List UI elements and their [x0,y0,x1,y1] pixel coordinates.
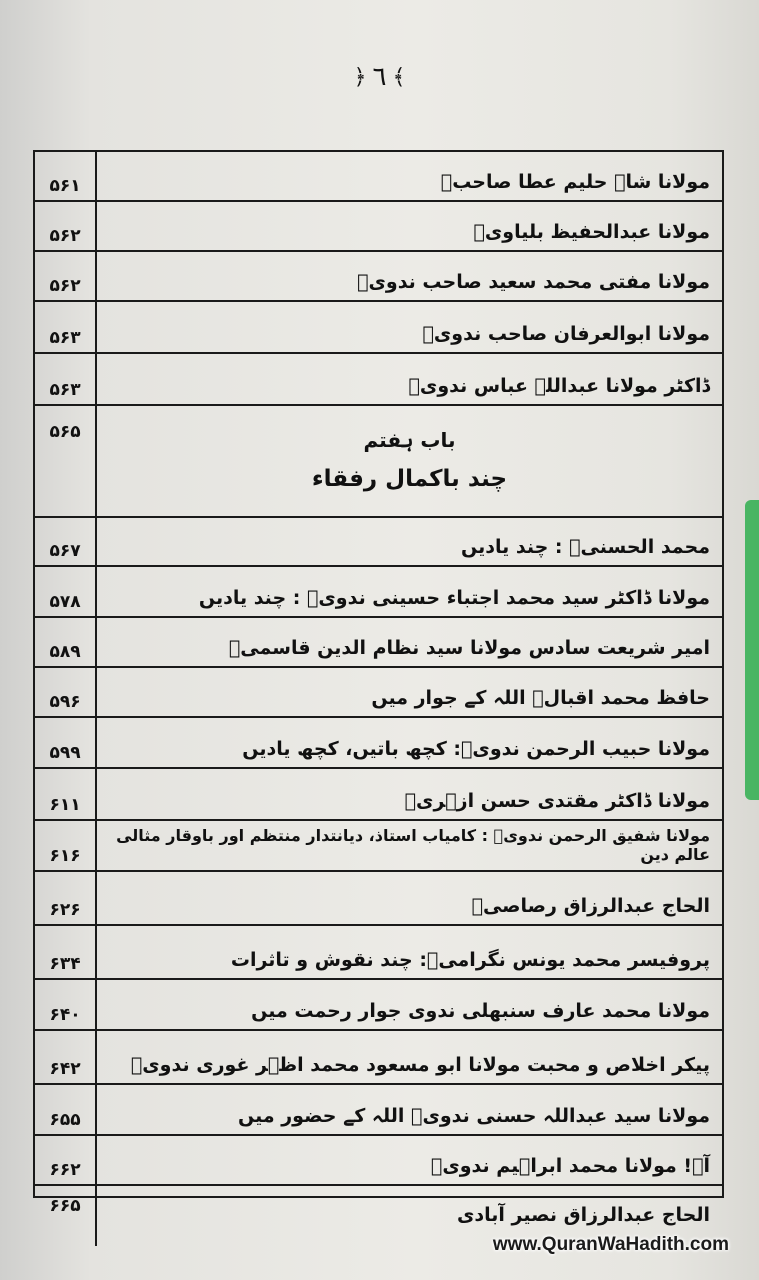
table-of-contents [33,150,724,1226]
toc-entry-title [97,821,722,870]
toc-page-number: ۶۵۵ [35,1085,97,1134]
page-number: ٦ [372,62,387,92]
toc-page-number: ۵۶۲ [35,202,97,250]
toc-entry-title [97,1085,722,1134]
toc-entry-text: الحاج عبدالرزاق رصاصیؒ [471,895,710,918]
toc-entry-title [97,718,722,767]
toc-page-number: ۶۶۲ [35,1136,97,1184]
toc-row [35,821,722,872]
green-page-edge [745,500,759,800]
toc-row [35,354,722,406]
toc-row [35,980,722,1031]
toc-entry-title [97,354,722,404]
toc-entry-title [97,618,722,666]
toc-row [35,567,722,618]
toc-page-number: ۶۴۰ [35,980,97,1029]
page-number-ornament [354,62,406,92]
toc-entry-text: مولانا شاہ حلیم عطا صاحبؒ [440,171,710,194]
toc-entry-text: مولانا ابوالعرفان صاحب ندویؒ [422,323,710,346]
toc-entry-title [97,872,722,924]
toc-row [35,252,722,302]
toc-entry-text: مولانا عبدالحفیظ بلیاویؒ [473,221,710,244]
toc-entry-text: امیر شریعت سادس مولانا سید نظام الدین قاسمیؒ [228,637,710,660]
toc-entry-text: مولانا ڈاکٹر مقتدی حسن ازہریؒ [404,790,710,813]
toc-page-number: ۵۶۱ [35,152,97,200]
toc-entry-text: الحاج عبدالرزاق نصیر آبادی [456,1204,710,1226]
toc-row [35,718,722,769]
ornament-left-icon: ﴿ [353,64,367,90]
toc-row [35,1136,722,1186]
toc-entry-title [97,518,722,565]
ornament-right-icon: ﴾ [392,64,406,90]
toc-row [35,769,722,821]
website-watermark: www.QuranWaHadith.com [492,1234,729,1255]
toc-page-number: ۶۳۴ [35,926,97,978]
toc-entry-title [97,202,722,250]
toc-entry-text: مولانا مفتی محمد سعید صاحب ندویؒ [357,271,710,294]
toc-row [35,926,722,980]
toc-entry-title [97,980,722,1029]
toc-entry-title [97,926,722,978]
toc-row [35,1085,722,1136]
toc-entry-title [97,152,722,200]
toc-page-number: ۵۹۶ [35,668,97,716]
chapter-label: باب ہفتم [363,428,456,453]
toc-page-number: ۶۱۶ [35,821,97,870]
toc-page-number: ۶۴۲ [35,1031,97,1083]
toc-row [35,202,722,252]
toc-page-number: ۵۶۵ [35,406,97,516]
toc-row [35,668,722,718]
toc-entry-text: مولانا ڈاکٹر سید محمد اجتباء حسینی ندویؒ : چند یادیں [198,587,710,610]
toc-page-number: ۶۲۶ [35,872,97,924]
toc-chapter-row [35,406,722,518]
toc-row [35,1031,722,1085]
toc-entry-text: پیکر اخلاص و محبت مولانا ابو مسعود محمد اظہر غوری ندویؒ [130,1054,710,1077]
toc-page-number: ۵۶۲ [35,252,97,300]
toc-page-number: ۵۸۹ [35,618,97,666]
toc-entry-title [97,769,722,819]
chapter-heading [97,406,722,516]
toc-entry-title [97,567,722,616]
toc-entry-title [97,668,722,716]
toc-page-number: ۶۱۱ [35,769,97,819]
toc-row [35,872,722,926]
chapter-title: چند باکمال رفقاء [311,466,508,493]
toc-entry-text: ڈاکٹر مولانا عبداللہ عباس ندویؒ [408,375,710,398]
toc-entry-text: مولانا شفیق الرحمن ندویؒ : کامیاب استاذ، دیانتدار منتظم اور باوقار مثالی عالم دین [116,825,710,864]
toc-page-number: ۵۹۹ [35,718,97,767]
toc-page-number: ۵۶۷ [35,518,97,565]
page-header [0,62,759,92]
toc-row [35,152,722,202]
toc-page-number: ۶۶۵ [35,1186,97,1246]
toc-page-number: ۵۷۸ [35,567,97,616]
toc-entry-text: مولانا سید عبداللہ حسنی ندویؒ اللہ کے حضور میں [237,1105,710,1128]
toc-entry-text: پروفیسر محمد یونس نگرامیؒ: چند نقوش و تاثرات [230,949,710,972]
toc-row [35,302,722,354]
toc-page-number: ۵۶۳ [35,354,97,404]
toc-row [35,518,722,567]
toc-entry-text: محمد الحسنیؒ : چند یادیں [461,536,710,559]
toc-page-number: ۵۶۳ [35,302,97,352]
toc-entry-title [97,302,722,352]
toc-entry-text: مولانا محمد عارف سنبھلی ندوی جوار رحمت میں [251,1000,710,1023]
toc-entry-text: آہ! مولانا محمد ابراہیم ندویؒ [430,1155,710,1178]
toc-row [35,618,722,668]
toc-entry-text: مولانا حبیب الرحمن ندویؒ: کچھ باتیں، کچھ یادیں [242,738,710,761]
toc-entry-title [97,252,722,300]
toc-entry-title [97,1136,722,1184]
toc-entry-text: حافظ محمد اقبالؒ اللہ کے جوار میں [371,687,710,710]
toc-entry-title [97,1031,722,1083]
